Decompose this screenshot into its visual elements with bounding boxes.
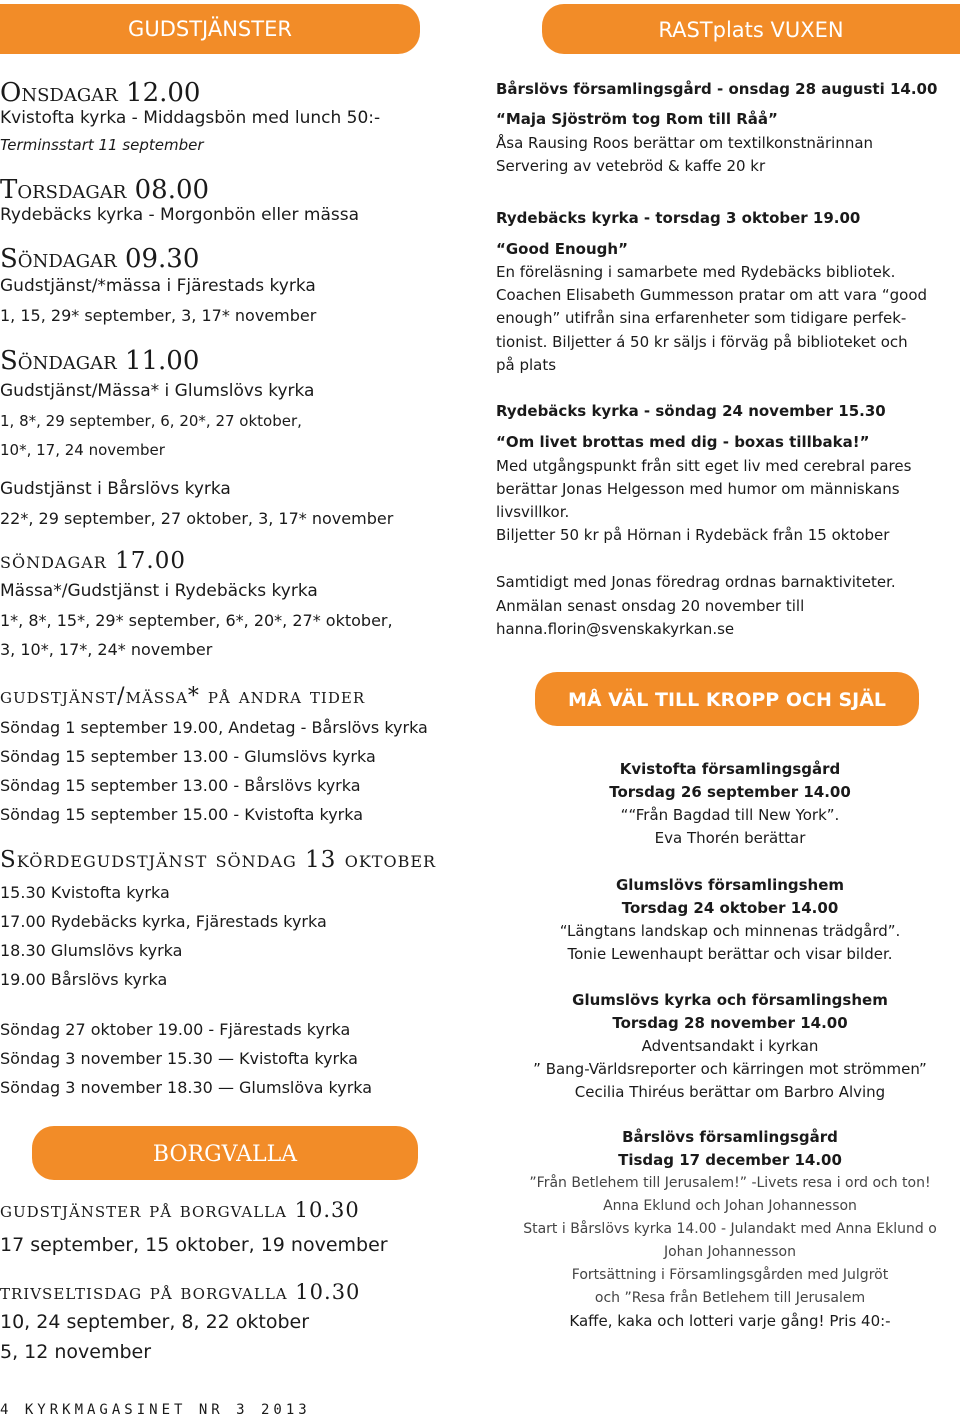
text-line: ”Från Betlehem till Jerusalem!” -Livets resa i ord och ton! (529, 1175, 931, 1191)
event-date: Torsdag 28 november 14.00 (612, 1014, 848, 1032)
text-line: Söndag 15 september 13.00 - Glumslövs kyrka (0, 747, 376, 766)
text-line: Anmälan senast onsdag 20 november till (496, 597, 805, 615)
text-line: Biljetter 50 kr på Hörnan i Rydebäck från 15 oktober (496, 526, 890, 544)
section-heading: Skördegudstjänst söndag 13 oktober (0, 847, 437, 873)
text-line: Gudstjänst/Mässa* i Glumslövs kyrka (0, 381, 315, 401)
text-line: Gudstjänst i Bårslövs kyrka (0, 479, 231, 499)
text-line: Tonie Lewenhaupt berättar och visar bilder. (567, 945, 893, 963)
wellness-blocks (500, 758, 960, 1333)
text-line: Coachen Elisabeth Gummesson pratar om att vara “good (496, 286, 928, 304)
text-line: 22*, 29 september, 27 oktober, 3, 17* november (0, 509, 394, 528)
text-line: Söndag 15 september 13.00 - Bårslövs kyrka (0, 776, 361, 795)
borgvalla-header: BORGVALLA (32, 1126, 418, 1180)
text-line: Samtidigt med Jonas föredrag ordnas barnaktiviteter. (496, 573, 896, 591)
event-place: Glumslövs församlingshem (615, 876, 845, 894)
text-line: Rydebäcks kyrka - Morgonbön eller mässa (0, 205, 360, 225)
text-line: ““Från Bagdad till New York”. (620, 806, 840, 824)
text-line: Söndag 27 oktober 19.00 - Fjärestads kyrka (0, 1020, 351, 1039)
text-line: 19.00 Bårslövs kyrka (0, 970, 168, 989)
event-place: Glumslövs kyrka och församlingshem (572, 991, 888, 1009)
event-date: Torsdag 24 oktober 14.00 (621, 899, 839, 917)
event-title: “Om livet brottas med dig - boxas tillbaka!” (496, 433, 870, 451)
text-line: Cecilia Thiréus berättar om Barbro Alving (574, 1083, 886, 1101)
text-line: Adventsandakt i kyrkan (641, 1037, 819, 1055)
text-line: berättar Jonas Helgesson med humor om människans (496, 480, 900, 498)
wellness-header: MÅ VÄL TILL KROPP OCH SJÄL (535, 672, 919, 726)
text-line: Start i Bårslövs kyrka 14.00 - Julandakt med Anna Eklund o (523, 1221, 937, 1237)
text-line: tionist. Biljetter á 50 kr säljs i förväg på biblioteket och (496, 333, 908, 351)
text-line: 3, 10*, 17*, 24* november (0, 640, 213, 659)
text-line: “Längtans landskap och minnenas trädgård”. (559, 922, 901, 940)
text-line: Fortsättning i Församlingsgården med Julgröt (571, 1267, 889, 1283)
text-line: Söndag 3 november 18.30 — Glumslöva kyrka (0, 1078, 373, 1097)
text-line: Terminsstart 11 september (0, 136, 204, 154)
text-line: 10*, 17, 24 november (0, 441, 165, 459)
text-line: En föreläsning i samarbete med Rydebäcks bibliotek. (496, 263, 896, 281)
event-place: Bårslövs församlingsgård (622, 1128, 838, 1146)
event-title: “Maja Sjöström tog Rom till Råå” (496, 110, 778, 128)
text-line: 18.30 Glumslövs kyrka (0, 941, 183, 960)
text-line: Söndag 3 november 15.30 — Kvistofta kyrka (0, 1049, 358, 1068)
section-heading: gudstjänst/mässa* på andra tider (0, 684, 366, 709)
section-heading: söndagar 17.00 (0, 548, 186, 574)
event-heading: Rydebäcks kyrka - söndag 24 november 15.30 (496, 402, 886, 420)
text-line: 1, 15, 29* september, 3, 17* november (0, 306, 317, 325)
text-line: 17.00 Rydebäcks kyrka, Fjärestads kyrka (0, 912, 327, 931)
text-line: på plats (496, 356, 557, 374)
text-line: Mässa*/Gudstjänst i Rydebäcks kyrka (0, 581, 318, 601)
text-line: Eva Thorén berättar (654, 829, 806, 847)
text-line: Johan Johannesson (663, 1244, 796, 1260)
text-line: Söndag 15 september 15.00 - Kvistofta kyrka (0, 805, 364, 824)
section-heading: Onsdagar 12.00 (0, 78, 201, 108)
event-heading: Bårslövs församlingsgård - onsdag 28 augusti 14.00 (496, 80, 938, 98)
rastplats-header: RASTplats VUXEN (542, 4, 960, 54)
event-title: “Good Enough” (496, 240, 628, 258)
section-heading: Söndagar 09.30 (0, 244, 200, 274)
text-line: 10, 24 september, 8, 22 oktober (0, 1311, 310, 1333)
text-line: Anna Eklund och Johan Johannesson (603, 1198, 857, 1214)
text-line: Söndag 1 september 19.00, Andetag - Bårslövs kyrka (0, 718, 428, 737)
borgvalla-heading: gudstjänster på borgvalla 10.30 (0, 1198, 360, 1222)
borgvalla-heading: trivseltisdag på borgvalla 10.30 (0, 1280, 361, 1304)
text-line: Gudstjänst/*mässa i Fjärestads kyrka (0, 276, 316, 296)
text-line: Servering av vetebröd & kaffe 20 kr (496, 157, 766, 175)
text-line: 5, 12 november (0, 1341, 152, 1363)
text-line: Kaffe, kaka och lotteri varje gång! Pris 40:- (569, 1312, 891, 1330)
text-line: hanna.florin@svenskakyrkan.se (496, 620, 735, 638)
text-line: ” Bang-Världsreporter och kärringen mot strömmen” (533, 1060, 927, 1078)
text-line: Med utgångspunkt från sitt eget liv med cerebral pares (496, 457, 912, 475)
text-line: 15.30 Kvistofta kyrka (0, 883, 170, 902)
gudstjanster-header: GUDSTJÄNSTER (0, 4, 420, 54)
event-heading: Rydebäcks kyrka - torsdag 3 oktober 19.00 (496, 209, 861, 227)
text-line: Kvistofta kyrka - Middagsbön med lunch 50:- (0, 108, 381, 128)
event-place: Kvistofta församlingsgård (619, 760, 841, 778)
section-heading: Torsdagar 08.00 (0, 175, 210, 205)
text-line: och ”Resa från Betlehem till Jerusalem (594, 1290, 866, 1306)
event-date: Tisdag 17 december 14.00 (618, 1151, 842, 1169)
text-line: Åsa Rausing Roos berättar om textilkonstnärinnan (496, 134, 874, 152)
page-footer: 4 KYRKMAGASINET NR 3 2013 (0, 1402, 311, 1418)
section-heading: Söndagar 11.00 (0, 346, 200, 376)
text-line: 1, 8*, 29 september, 6, 20*, 27 oktober, (0, 412, 302, 430)
text-line: 1*, 8*, 15*, 29* september, 6*, 20*, 27* oktober, (0, 611, 393, 630)
text-line: enough” utifrån sina erfarenheter som tidigare perfek- (496, 309, 907, 327)
text-line: livsvillkor. (496, 503, 570, 521)
event-date: Torsdag 26 september 14.00 (609, 783, 851, 801)
text-line: 17 september, 15 oktober, 19 november (0, 1234, 388, 1256)
